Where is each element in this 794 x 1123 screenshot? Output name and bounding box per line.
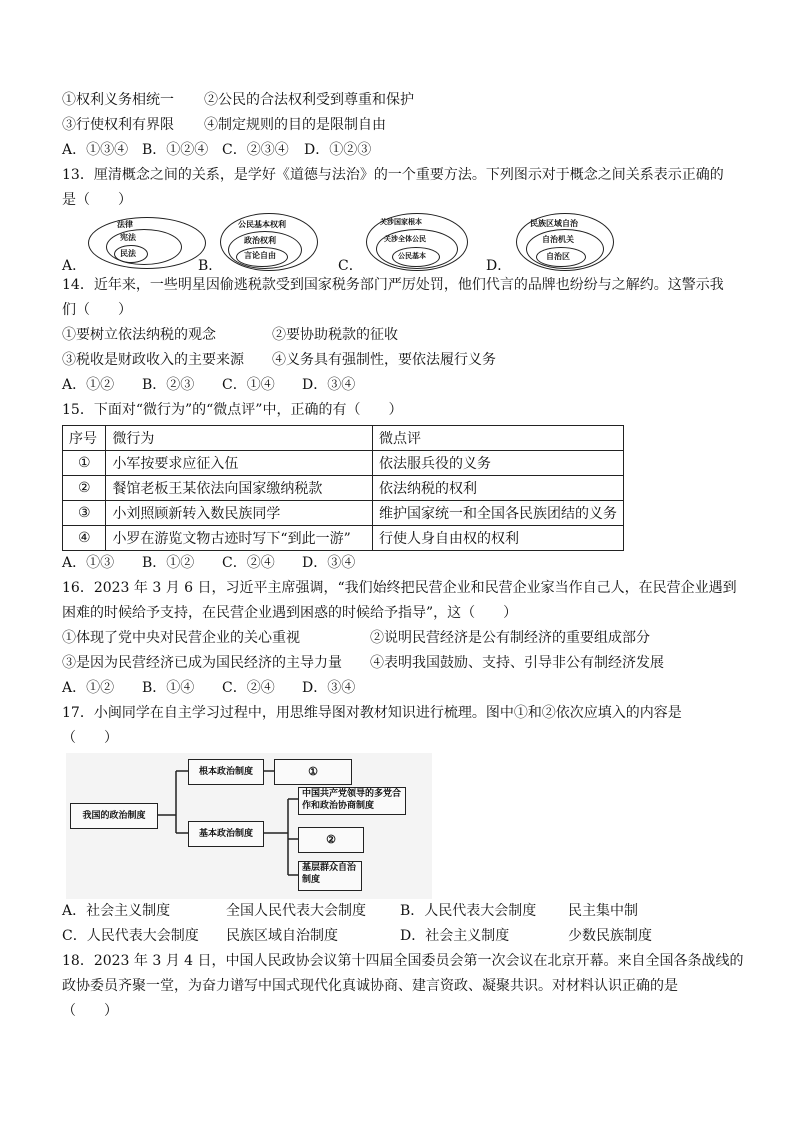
q14-stem-line-1: 14．近年来，一些明星因偷逃税款受到国家税务部门严厉处罚，他们代言的品牌也纷纷与之解约。这警示我: [62, 277, 724, 293]
map-grassroots: 基层群众自治制度: [298, 861, 362, 891]
exam-page: [62, 88, 744, 1024]
q13-label-d[interactable]: D．: [486, 258, 512, 274]
q13-a-inner-label: 民法: [120, 248, 136, 258]
map-root: 我国的政治制度: [70, 803, 158, 829]
q12-option-4: ④制定规则的目的是限制自由: [204, 117, 386, 133]
q12-choice-c[interactable]: C．②③④: [222, 142, 289, 158]
q12-option-3: ③行使权利有界限: [62, 117, 174, 133]
q14-options-line-1: [62, 323, 730, 348]
q14-choice-a[interactable]: A．①②: [62, 377, 115, 393]
table-cell: 小军按要求应征入伍: [106, 451, 373, 476]
q15-choice-a[interactable]: A．①③: [62, 555, 115, 571]
q14-options-line-2: [62, 348, 730, 373]
q12-option-2: ②公民的合法权利受到尊重和保护: [204, 92, 414, 108]
q13-d-middle-label: 自治机关: [542, 234, 574, 244]
q14-stem-line-2: 们（ ）: [62, 302, 132, 318]
map-basic: 基本政治制度: [188, 821, 264, 847]
q15-table: [62, 425, 624, 551]
q14-choice-d[interactable]: D．③④: [302, 377, 356, 393]
q16-option-3: ③是因为民营经济已成为国民经济的主导力量: [62, 655, 342, 671]
table-row: [63, 476, 624, 501]
q17-mind-map: [66, 753, 432, 899]
q12-choice-b[interactable]: B．①②④: [142, 142, 209, 158]
q16-choice-d[interactable]: D．③④: [302, 680, 356, 696]
q17-choices-line-1: [62, 899, 730, 924]
q13-label-a[interactable]: A．: [62, 258, 87, 274]
table-header-row: [63, 426, 624, 451]
q12-choices: [62, 138, 730, 163]
q17-choice-d-second: 少数民族制度: [568, 928, 652, 944]
map-fundamental: 根本政治制度: [188, 759, 264, 785]
q13-b-inner-label: 言论自由: [244, 250, 276, 260]
table-cell: 依法纳税的权利: [372, 476, 623, 501]
q14-choice-c[interactable]: C．①④: [222, 377, 275, 393]
q13-d-inner-label: 自治区: [546, 251, 570, 261]
q16-option-2: ②说明民营经济是公有制经济的重要组成部分: [370, 630, 650, 646]
q17-choice-c-second: 民族区域自治制度: [226, 928, 338, 944]
q18-stem-line-3: （ ）: [62, 1003, 118, 1019]
q12-option-1: ①权利义务相统一: [62, 92, 174, 108]
q15-choice-b[interactable]: B．①②: [142, 555, 195, 571]
q14-option-3: ③税收是财政收入的主要来源: [62, 352, 244, 368]
q16-choice-a[interactable]: A．①②: [62, 680, 115, 696]
q16-choice-c[interactable]: C．②④: [222, 680, 275, 696]
q16-choice-b[interactable]: B．①④: [142, 680, 195, 696]
q16-stem-line-2: 困难的时候给予支持，在民营企业遇到困惑的时候给予指导”，这（ ）: [62, 605, 518, 621]
table-cell: 小罗在游览文物古迹时写下“到此一游”: [106, 526, 373, 551]
table-header-cell: 序号: [63, 426, 106, 451]
table-row: [63, 526, 624, 551]
map-slot-2: ②: [298, 827, 364, 853]
q16-option-1: ①体现了党中央对民营企业的关心重视: [62, 630, 300, 646]
q18-stem-line-2: 政协委员齐聚一堂，为奋力谱写中国式现代化真诚协商、建言资政、凝聚共识。对材料认识正确的是: [62, 978, 678, 994]
table-cell: 维护国家统一和全国各民族团结的义务: [372, 501, 623, 526]
table-header-cell: 微行为: [106, 426, 373, 451]
q12-options-line-1: [62, 88, 730, 113]
q15-choice-c[interactable]: C．②④: [222, 555, 275, 571]
q13-b-outer-label: 公民基本权利: [238, 219, 286, 229]
q17-choice-d[interactable]: D．社会主义制度: [400, 928, 510, 944]
table-cell: ④: [63, 526, 106, 551]
table-cell: ②: [63, 476, 106, 501]
table-cell: 依法服兵役的义务: [372, 451, 623, 476]
q13-d-outer-label: 民族区域自治: [530, 218, 578, 228]
q13-a-outer-label: 法律: [117, 219, 133, 229]
q14-option-4: ④义务具有强制性，要依法履行义务: [272, 352, 496, 368]
q14-option-2: ②要协助税款的征收: [272, 327, 398, 343]
q16-choices: [62, 676, 730, 701]
q16-options-line-2: [62, 651, 730, 676]
q13-c-outer-label: 关涉国家根本: [380, 217, 422, 226]
table-row: [63, 451, 624, 476]
q13-c-inner-label: 公民基本: [398, 251, 426, 260]
q12-options-line-2: [62, 113, 730, 138]
table-header-cell: 微点评: [372, 426, 623, 451]
table-cell: ③: [63, 501, 106, 526]
q13-stem-line-2: 是（ ）: [62, 192, 132, 208]
q14-choice-b[interactable]: B．②③: [142, 377, 195, 393]
q15-stem: 15．下面对“微行为”的“微点评”中，正确的有（ ）: [62, 402, 403, 418]
table-cell: 餐馆老板王某依法向国家缴纳税款: [106, 476, 373, 501]
q17-choice-a-second: 全国人民代表大会制度: [226, 903, 366, 919]
table-cell: 行使人身自由权的权利: [372, 526, 623, 551]
q17-choice-b[interactable]: B．人民代表大会制度: [400, 903, 537, 919]
q15-choice-d[interactable]: D．③④: [302, 555, 356, 571]
q13-a-middle-label: 宪法: [120, 232, 136, 242]
q13-b-middle-label: 政治权利: [244, 235, 276, 245]
map-slot-1: ①: [274, 759, 352, 785]
q14-choices: [62, 373, 730, 398]
q17-choice-b-second: 民主集中制: [568, 903, 638, 919]
q13-c-middle-label: 关涉全体公民: [384, 234, 426, 243]
map-cpc-multiparty: 中国共产党领导的多党合作和政治协商制度: [298, 787, 406, 815]
q14-option-1: ①要树立依法纳税的观念: [62, 327, 216, 343]
q17-choice-c[interactable]: C．人民代表大会制度: [62, 928, 199, 944]
q16-stem-line-1: 16．2023 年 3 月 6 日，习近平主席强调，“我们始终把民营企业和民营企业家当作自己人，在民营企业遇到: [62, 580, 737, 596]
q15-choices: [62, 551, 730, 576]
q16-options-line-1: [62, 626, 730, 651]
table-row: [63, 501, 624, 526]
q17-stem-line-1: 17．小闽同学在自主学习过程中，用思维导图对教材知识进行梳理。图中①和②依次应填入的内容是: [62, 705, 682, 721]
table-cell: ①: [63, 451, 106, 476]
q13-stem-line-1: 13．厘清概念之间的关系，是学好《道德与法治》的一个重要方法。下列图示对于概念之间关系表示正确的: [62, 167, 724, 183]
q18-stem-line-1: 18．2023 年 3 月 4 日，中国人民政协会议第十四届全国委员会第一次会议在北京开幕。来自全国各条战线的: [62, 953, 744, 969]
q17-choices-line-2: [62, 924, 730, 949]
table-cell: 小刘照顾新转入数民族同学: [106, 501, 373, 526]
q17-choice-a[interactable]: A．社会主义制度: [62, 903, 171, 919]
q12-choice-d[interactable]: D．①②③: [304, 142, 372, 158]
q13-figures: [62, 213, 730, 273]
q13-label-c[interactable]: C．: [338, 258, 363, 274]
q17-stem-line-2: （ ）: [62, 730, 118, 746]
q12-choice-a[interactable]: A．①③④: [62, 142, 129, 158]
q13-label-b[interactable]: B．: [198, 258, 223, 274]
q16-option-4: ④表明我国鼓励、支持、引导非公有制经济发展: [370, 655, 664, 671]
